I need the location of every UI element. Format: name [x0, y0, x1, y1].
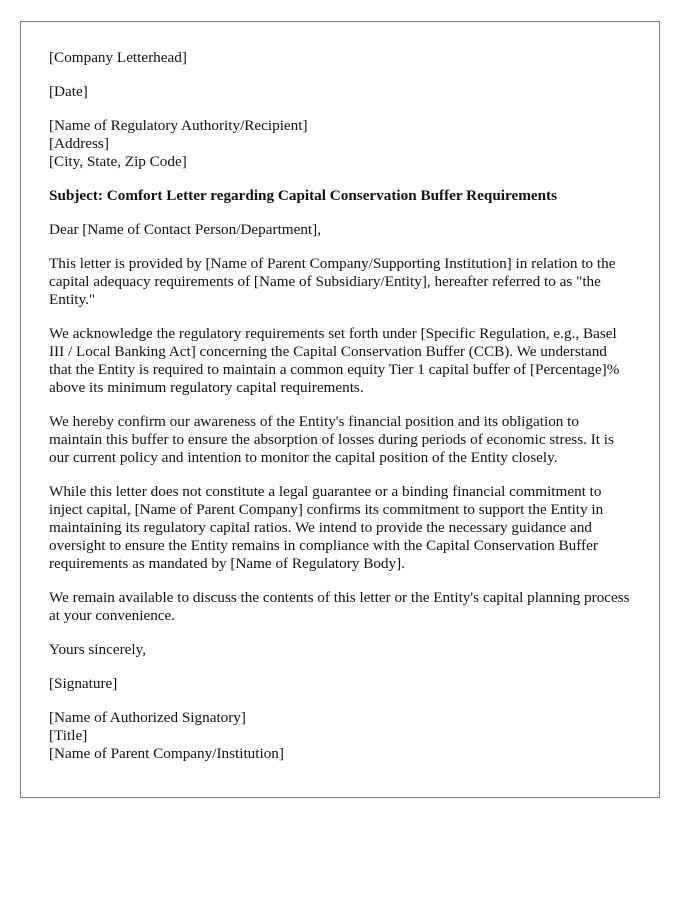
recipient-address: [Address]: [49, 135, 109, 152]
signatory-title: [Title]: [49, 727, 88, 744]
body-paragraph-2: We acknowledge the regulatory requirements set forth under [Specific Regulation, e.g., Basel III / Local Banking Act] concerning the Capital Conservation Buffer (CCB). We understand that the Entity is required to maintain a common equity Tier 1 capital buffer of [Percentage]% above its minimum regulatory capital requirements.: [49, 325, 620, 396]
letter-document: [20, 21, 660, 798]
recipient-name: [Name of Regulatory Authority/Recipient]: [49, 117, 308, 134]
body-paragraph-4: While this letter does not constitute a legal guarantee or a binding financial commitment to inject capital, [Name of Parent Company] confirms its commitment to support the Entity in maintaining its regulatory capital ratios. We intend to provide the necessary guidance and oversight to ensure the Entity remains in compliance with the Capital Conservation Buffer requirements as mandated by [Name of Regulatory Body].: [49, 483, 604, 572]
recipient-city: [City, State, Zip Code]: [49, 153, 187, 170]
recipient-block: [49, 117, 631, 171]
signature-placeholder: [Signature]: [49, 675, 118, 692]
letter-date: [Date]: [49, 83, 88, 100]
closing: Yours sincerely,: [49, 641, 147, 658]
salutation: Dear [Name of Contact Person/Department],: [49, 221, 322, 238]
body-paragraph-5: We remain available to discuss the contents of this letter or the Entity's capital planning process at your convenience.: [49, 589, 630, 624]
letterhead: [Company Letterhead]: [49, 49, 187, 66]
signatory-block: [49, 709, 631, 763]
body-paragraph-1: This letter is provided by [Name of Parent Company/Supporting Institution] in relation to the capital adequacy requirements of [Name of Subsidiary/Entity], hereafter referred to as "the Entity.": [49, 255, 616, 308]
body-paragraph-3: We hereby confirm our awareness of the Entity's financial position and its obligation to maintain this buffer to ensure the absorption of losses during periods of economic stress. It is our current policy and intention to monitor the capital position of the Entity closely.: [49, 413, 614, 466]
signatory-name: [Name of Authorized Signatory]: [49, 709, 246, 726]
signatory-organization: [Name of Parent Company/Institution]: [49, 745, 284, 762]
subject-line: Subject: Comfort Letter regarding Capital Conservation Buffer Requirements: [49, 187, 558, 204]
